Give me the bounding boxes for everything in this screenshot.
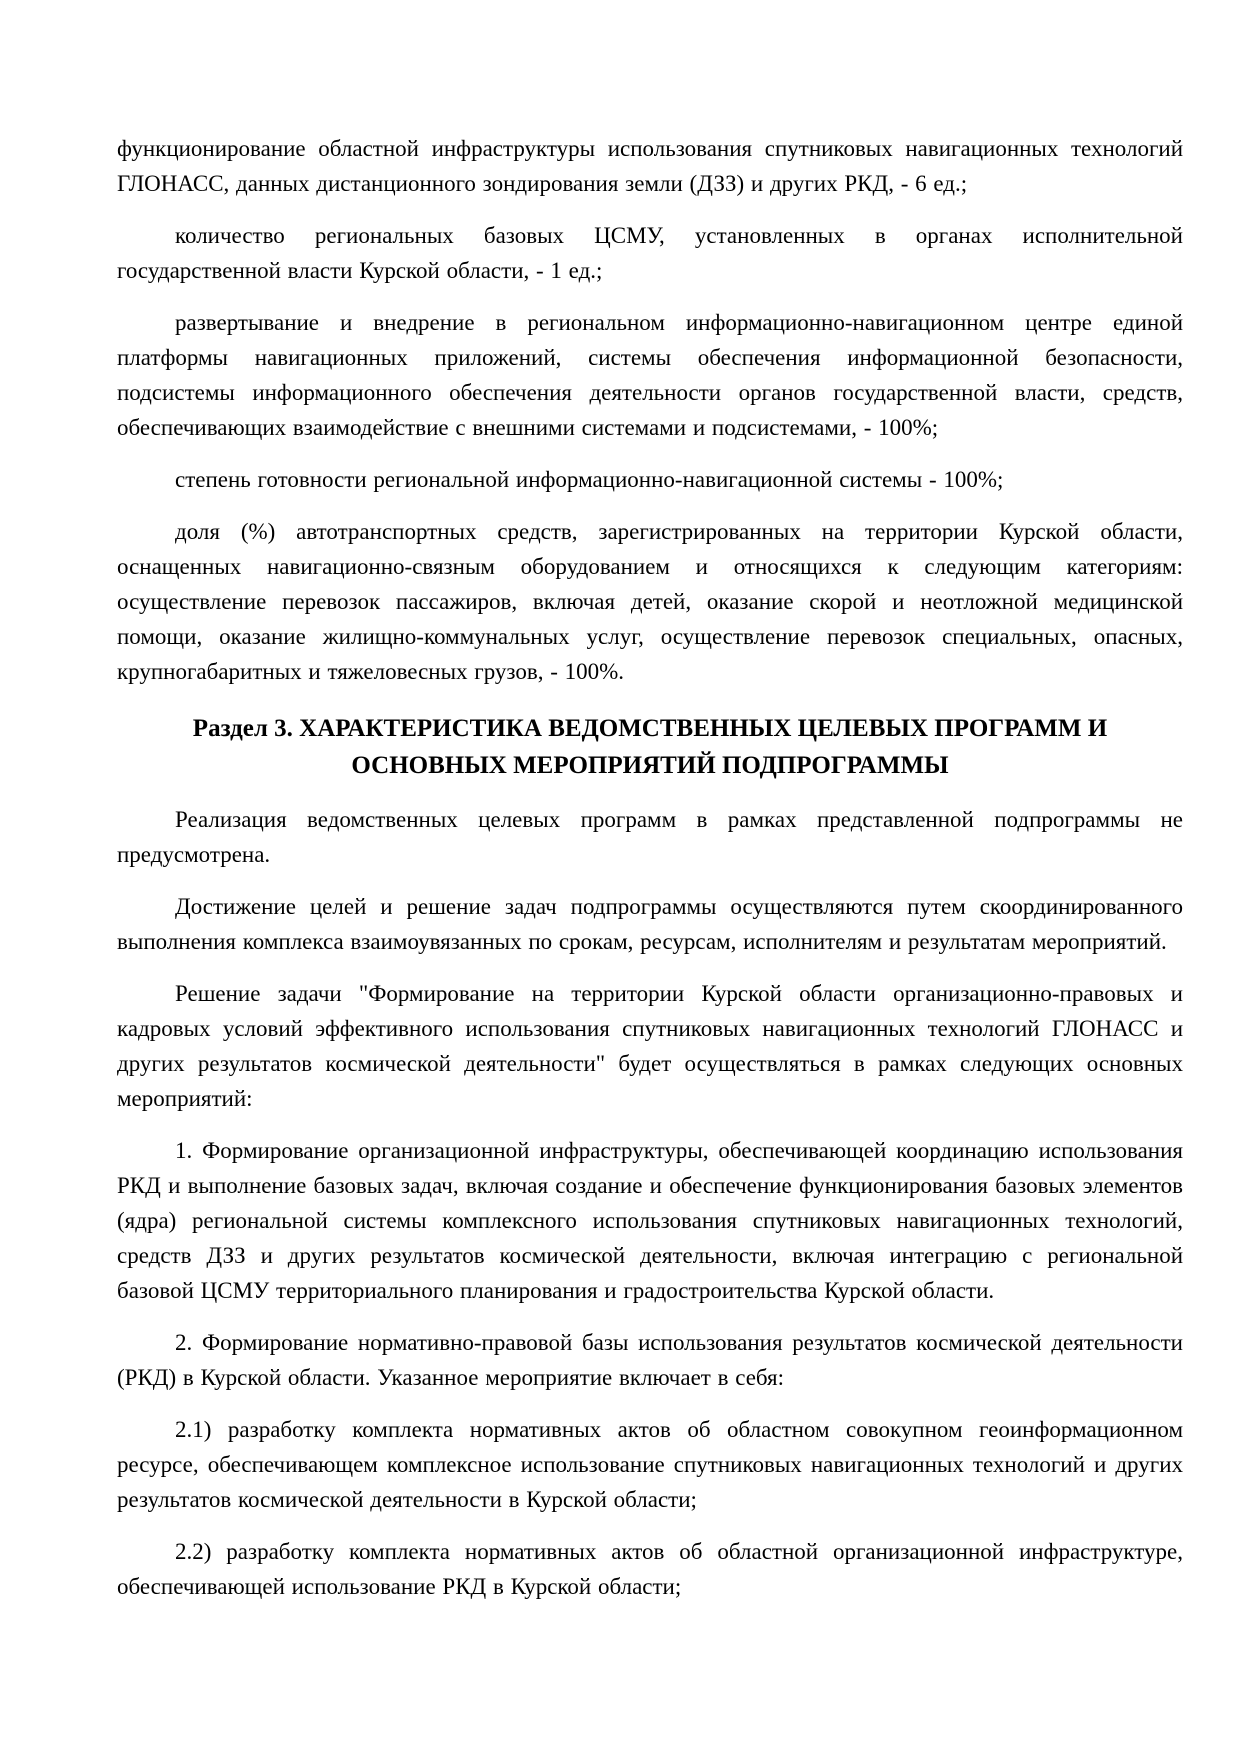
section-heading: Раздел 3. ХАРАКТЕРИСТИКА ВЕДОМСТВЕННЫХ ЦЕЛЕВЫХ ПРОГРАММ И ОСНОВНЫХ МЕРОПРИЯТИЙ ПОДПРОГРАММЫ — [192, 715, 1108, 779]
paragraph-numbered-2-2: 2.2) разработку комплекта нормативных актов об областной организационной инфраструктуре, обеспечивающей использование РКД в Курской области; — [117, 1539, 1183, 1599]
paragraph: Достижение целей и решение задач подпрограммы осуществляются путем скоординированного выполнения комплекса взаимоувязанных по срокам, ресурсам, исполнителям и результатам мероприятий. — [117, 894, 1183, 954]
paragraph-numbered-2-1: 2.1) разработку комплекта нормативных актов об областном совокупном геоинформационном ресурсе, обеспечивающем комплексное использование спутниковых навигационных технологий и других результатов космической деятельности в Курской области; — [117, 1417, 1183, 1512]
paragraph-numbered-1: 1. Формирование организационной инфраструктуры, обеспечивающей координацию использования РКД и выполнение базовых задач, включая создание и обеспечение функционирования базовых элементов (ядра) региональной системы комплексного использования спутниковых навигационных технологий, средств ДЗЗ и других результатов космической деятельности, включая интеграцию с региональной базовой ЦСМУ территориального планирования и градостроительства Курской области. — [117, 1138, 1183, 1303]
paragraph: количество региональных базовых ЦСМУ, установленных в органах исполнительной государственной власти Курской области, - 1 ед.; — [117, 223, 1183, 283]
paragraph: развертывание и внедрение в региональном информационно-навигационном центре единой платформы навигационных приложений, системы обеспечения информационной безопасности, подсистемы информационного обеспечения деятельности органов государственной власти, средств, обеспечивающих взаимодействие с внешними системами и подсистемами, - 100%; — [117, 310, 1183, 440]
paragraph: Решение задачи "Формирование на территории Курской области организационно-правовых и кадровых условий эффективного использования спутниковых навигационных технологий ГЛОНАСС и других результатов космической деятельности" будет осуществляться в рамках следующих основных мероприятий: — [117, 981, 1183, 1111]
paragraph: Реализация ведомственных целевых программ в рамках представленной подпрограммы не предусмотрена. — [117, 807, 1183, 867]
paragraph-numbered-2: 2. Формирование нормативно-правовой базы использования результатов космической деятельности (РКД) в Курской области. Указанное мероприятие включает в себя: — [117, 1330, 1183, 1390]
paragraph: доля (%) автотранспортных средств, зарегистрированных на территории Курской области, оснащенных навигационно-связным оборудованием и относящихся к следующим категориям: осуществление перевозок пассажиров, включая детей, оказание скорой и неотложной медицинской помощи, оказание жилищно-коммунальных услуг, осуществление перевозок специальных, опасных, крупногабаритных и тяжеловесных грузов, - 100%. — [117, 519, 1183, 684]
paragraph-continuation: функционирование областной инфраструктуры использования спутниковых навигационных технологий ГЛОНАСС, данных дистанционного зондирования земли (ДЗЗ) и других РКД, - 6 ед.; — [117, 136, 1183, 196]
paragraph: степень готовности региональной информационно-навигационной системы - 100%; — [175, 467, 1004, 492]
